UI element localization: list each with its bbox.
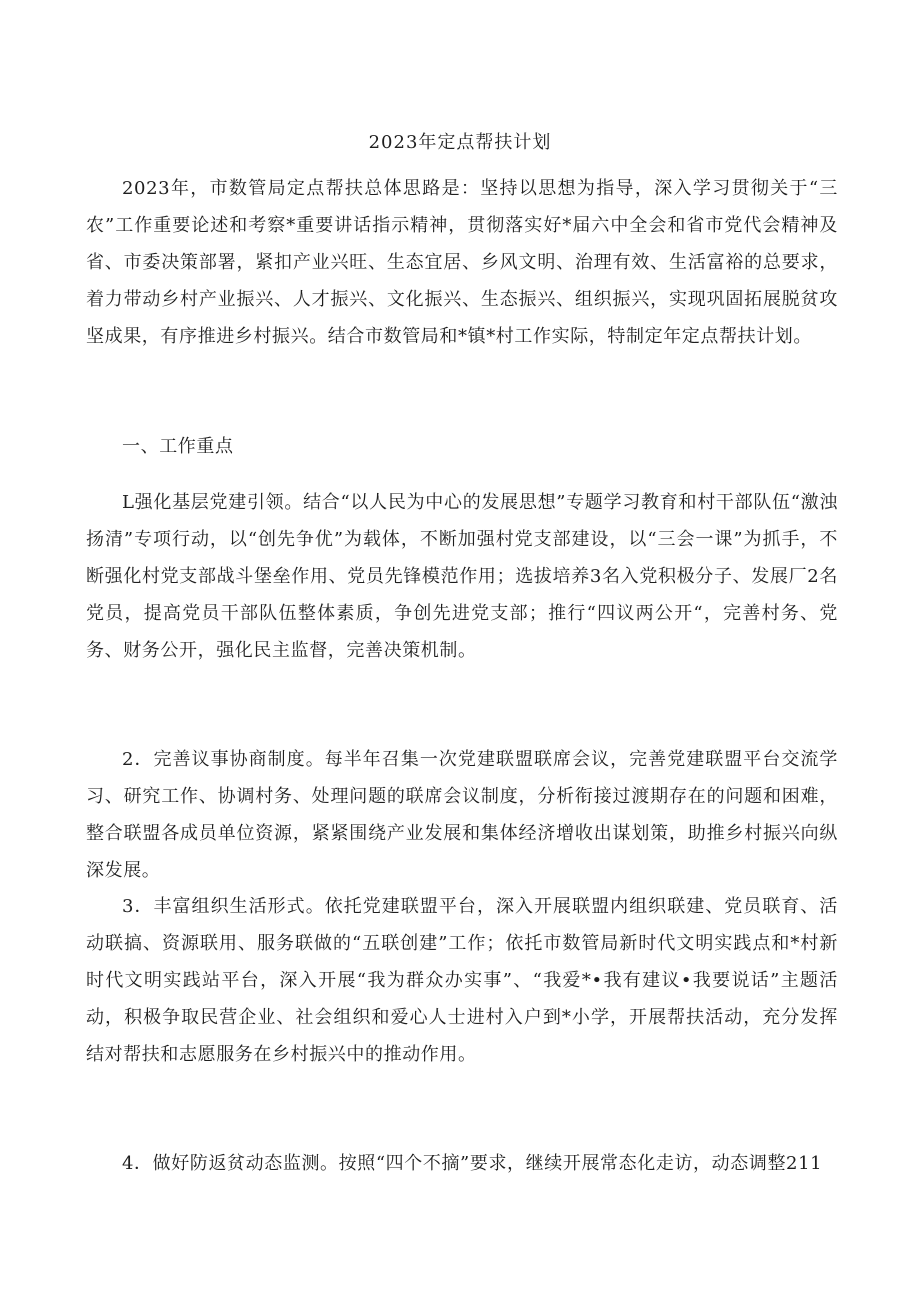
intro-paragraph: 2023年，市数管局定点帮扶总体思路是：坚持以思想为指导，深入学习贯彻关于“三农”工作重要论述和考察*重要讲话指示精神，贯彻落实好*届六中全会和省市党代会精神及省、市委决策部署，紧扣产业兴旺、生态宜居、乡风文明、治理有效、生活富裕的总要求，着力带动乡村产业振兴、人才振兴、文化振兴、生态振兴、组织振兴，实现巩固拓展脱贫攻坚成果，有序推进乡村振兴。结合市数管局和*镇*村工作实际，特制定年定点帮扶计划。 xyxy=(86,178,838,347)
paragraph-item-1: L强化基层党建引领。结合“以人民为中心的发展思想”专题学习教育和村干部队伍“激浊扬清”专项行动，以“创先争优”为载体，不断加强村党支部建设，以“三会一课”为抓手，不断强化村党支部战斗堡垒作用、党员先锋模范作用；选拔培养3名入党积极分子、发展厂2名党员，提高党员干部队伍整体素质，争创先进党支部；推行“四议两公开“，完善村务、党务、财务公开，强化民主监督，完善决策机制。 xyxy=(86,492,838,661)
paragraph-item-4: 4．做好防返贫动态监测。按照“四个不摘”要求，继续开展常态化走访，动态调整211 xyxy=(122,1153,823,1174)
document-title: 2023年定点帮扶计划 xyxy=(368,132,552,153)
paragraph-item-2: 2．完善议事协商制度。每半年召集一次党建联盟联席会议，完善党建联盟平台交流学习、研究工作、协调村务、处理问题的联席会议制度，分析衔接过渡期存在的问题和困难，整合联盟各成员单位资源，紧紧围绕产业发展和集体经济增收出谋划策，助推乡村振兴向纵深发展。 xyxy=(86,749,838,881)
paragraph-item-3: 3．丰富组织生活形式。依托党建联盟平台，深入开展联盟内组织联建、党员联育、活动联搞、资源联用、服务联做的“五联创建”工作；依托市数管局新时代文明实践点和*村新时代文明实践站平台，深入开展“我为群众办实事”、“我爱*•我有建议•我要说话”主题活动，积极争取民营企业、社会组织和爱心人士进村入户到*小学，开展帮扶活动，充分发挥结对帮扶和志愿服务在乡村振兴中的推动作用。 xyxy=(86,896,838,1065)
section-heading-work-focus: 一、工作重点 xyxy=(122,436,234,457)
